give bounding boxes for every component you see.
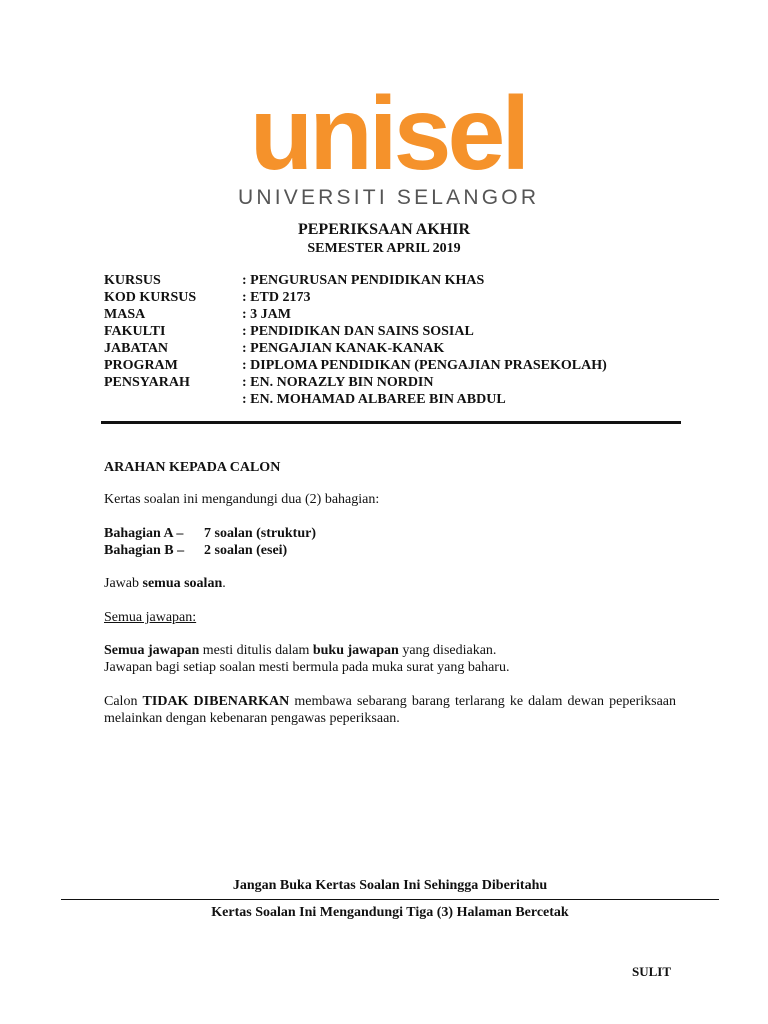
info-row-pensyarah [104,374,607,391]
answers-line-1 [104,642,676,659]
text-bold: buku jawapan [312,643,399,658]
instructions-intro: Kertas soalan ini mengandungi dua (2) bahagian: [104,492,380,507]
footer-divider [61,899,719,900]
info-row-program [104,357,607,374]
course-info [104,272,607,408]
info-row-kod-kursus [104,289,607,306]
logo-subtitle: UNIVERSITI SELANGOR [238,186,540,209]
info-label: PENSYARAH [104,375,190,390]
footer-page-count: Kertas Soalan Ini Mengandungi Tiga (3) Halaman Bercetak [211,905,569,920]
text-segment: yang disediakan. [398,643,497,658]
part-label: Bahagian B – [104,543,185,558]
part-b [104,542,676,559]
info-row-jabatan [104,340,607,357]
university-logo [238,76,540,210]
answer-all-line [104,575,676,592]
info-value: : PENDIDIKAN DAN SAINS SOSIAL [242,324,474,339]
part-label: Bahagian A – [104,526,184,541]
text-segment: membawa sebarang barang terlarang ke dalam dewan peperiksaan melainkan dengan kebenaran pengawas peperiksaan. [104,694,676,726]
info-row-masa [104,306,607,323]
text-segment: . [222,576,226,591]
info-label: KOD KURSUS [104,290,197,305]
text-segment: Calon [104,694,143,709]
part-value: 2 soalan (esei) [204,543,288,558]
info-value: : EN. NORAZLY BIN NORDIN [242,375,434,390]
text-segment: mesti ditulis dalam [199,643,313,658]
text-bold: semua soalan [142,576,223,591]
info-label: PROGRAM [104,358,178,373]
classification-label: SULIT [632,964,672,979]
header-divider [101,421,681,424]
answers-line-2: Jawapan bagi setiap soalan mesti bermula pada muka surat yang baharu. [104,660,510,675]
info-row-pensyarah-2 [104,391,607,408]
part-value: 7 soalan (struktur) [204,526,317,541]
info-value: : EN. MOHAMAD ALBAREE BIN ABDUL [242,392,506,407]
info-row-fakulti [104,323,607,340]
prohibition-paragraph [104,693,676,727]
info-value: : PENGAJIAN KANAK-KANAK [242,341,445,356]
all-answers-heading: Semua jawapan: [104,610,197,625]
text-bold: TIDAK DIBENARKAN [142,694,290,709]
info-label: MASA [104,307,146,322]
logo-wordmark: unisel [249,76,527,192]
footer-notice: Jangan Buka Kertas Soalan Ini Sehingga Diberitahu [232,878,548,893]
text-bold: Semua jawapan [104,643,200,658]
instructions-parts [104,525,676,559]
info-value: : ETD 2173 [242,290,311,305]
info-row-kursus [104,272,607,289]
info-label: JABATAN [104,341,169,356]
info-label: FAKULTI [104,324,166,339]
info-value: : DIPLOMA PENDIDIKAN (PENGAJIAN PRASEKOLAH) [242,358,607,373]
answers-paragraph [104,642,676,676]
exam-title: PEPERIKSAAN AKHIR [297,221,471,238]
instructions-heading: ARAHAN KEPADA CALON [104,460,281,475]
info-value: : PENGURUSAN PENDIDIKAN KHAS [242,273,485,288]
info-label: KURSUS [104,273,161,288]
info-value: : 3 JAM [242,307,291,322]
part-a [104,525,676,542]
text-segment: Jawab [104,576,143,591]
exam-semester: SEMESTER APRIL 2019 [307,241,461,256]
